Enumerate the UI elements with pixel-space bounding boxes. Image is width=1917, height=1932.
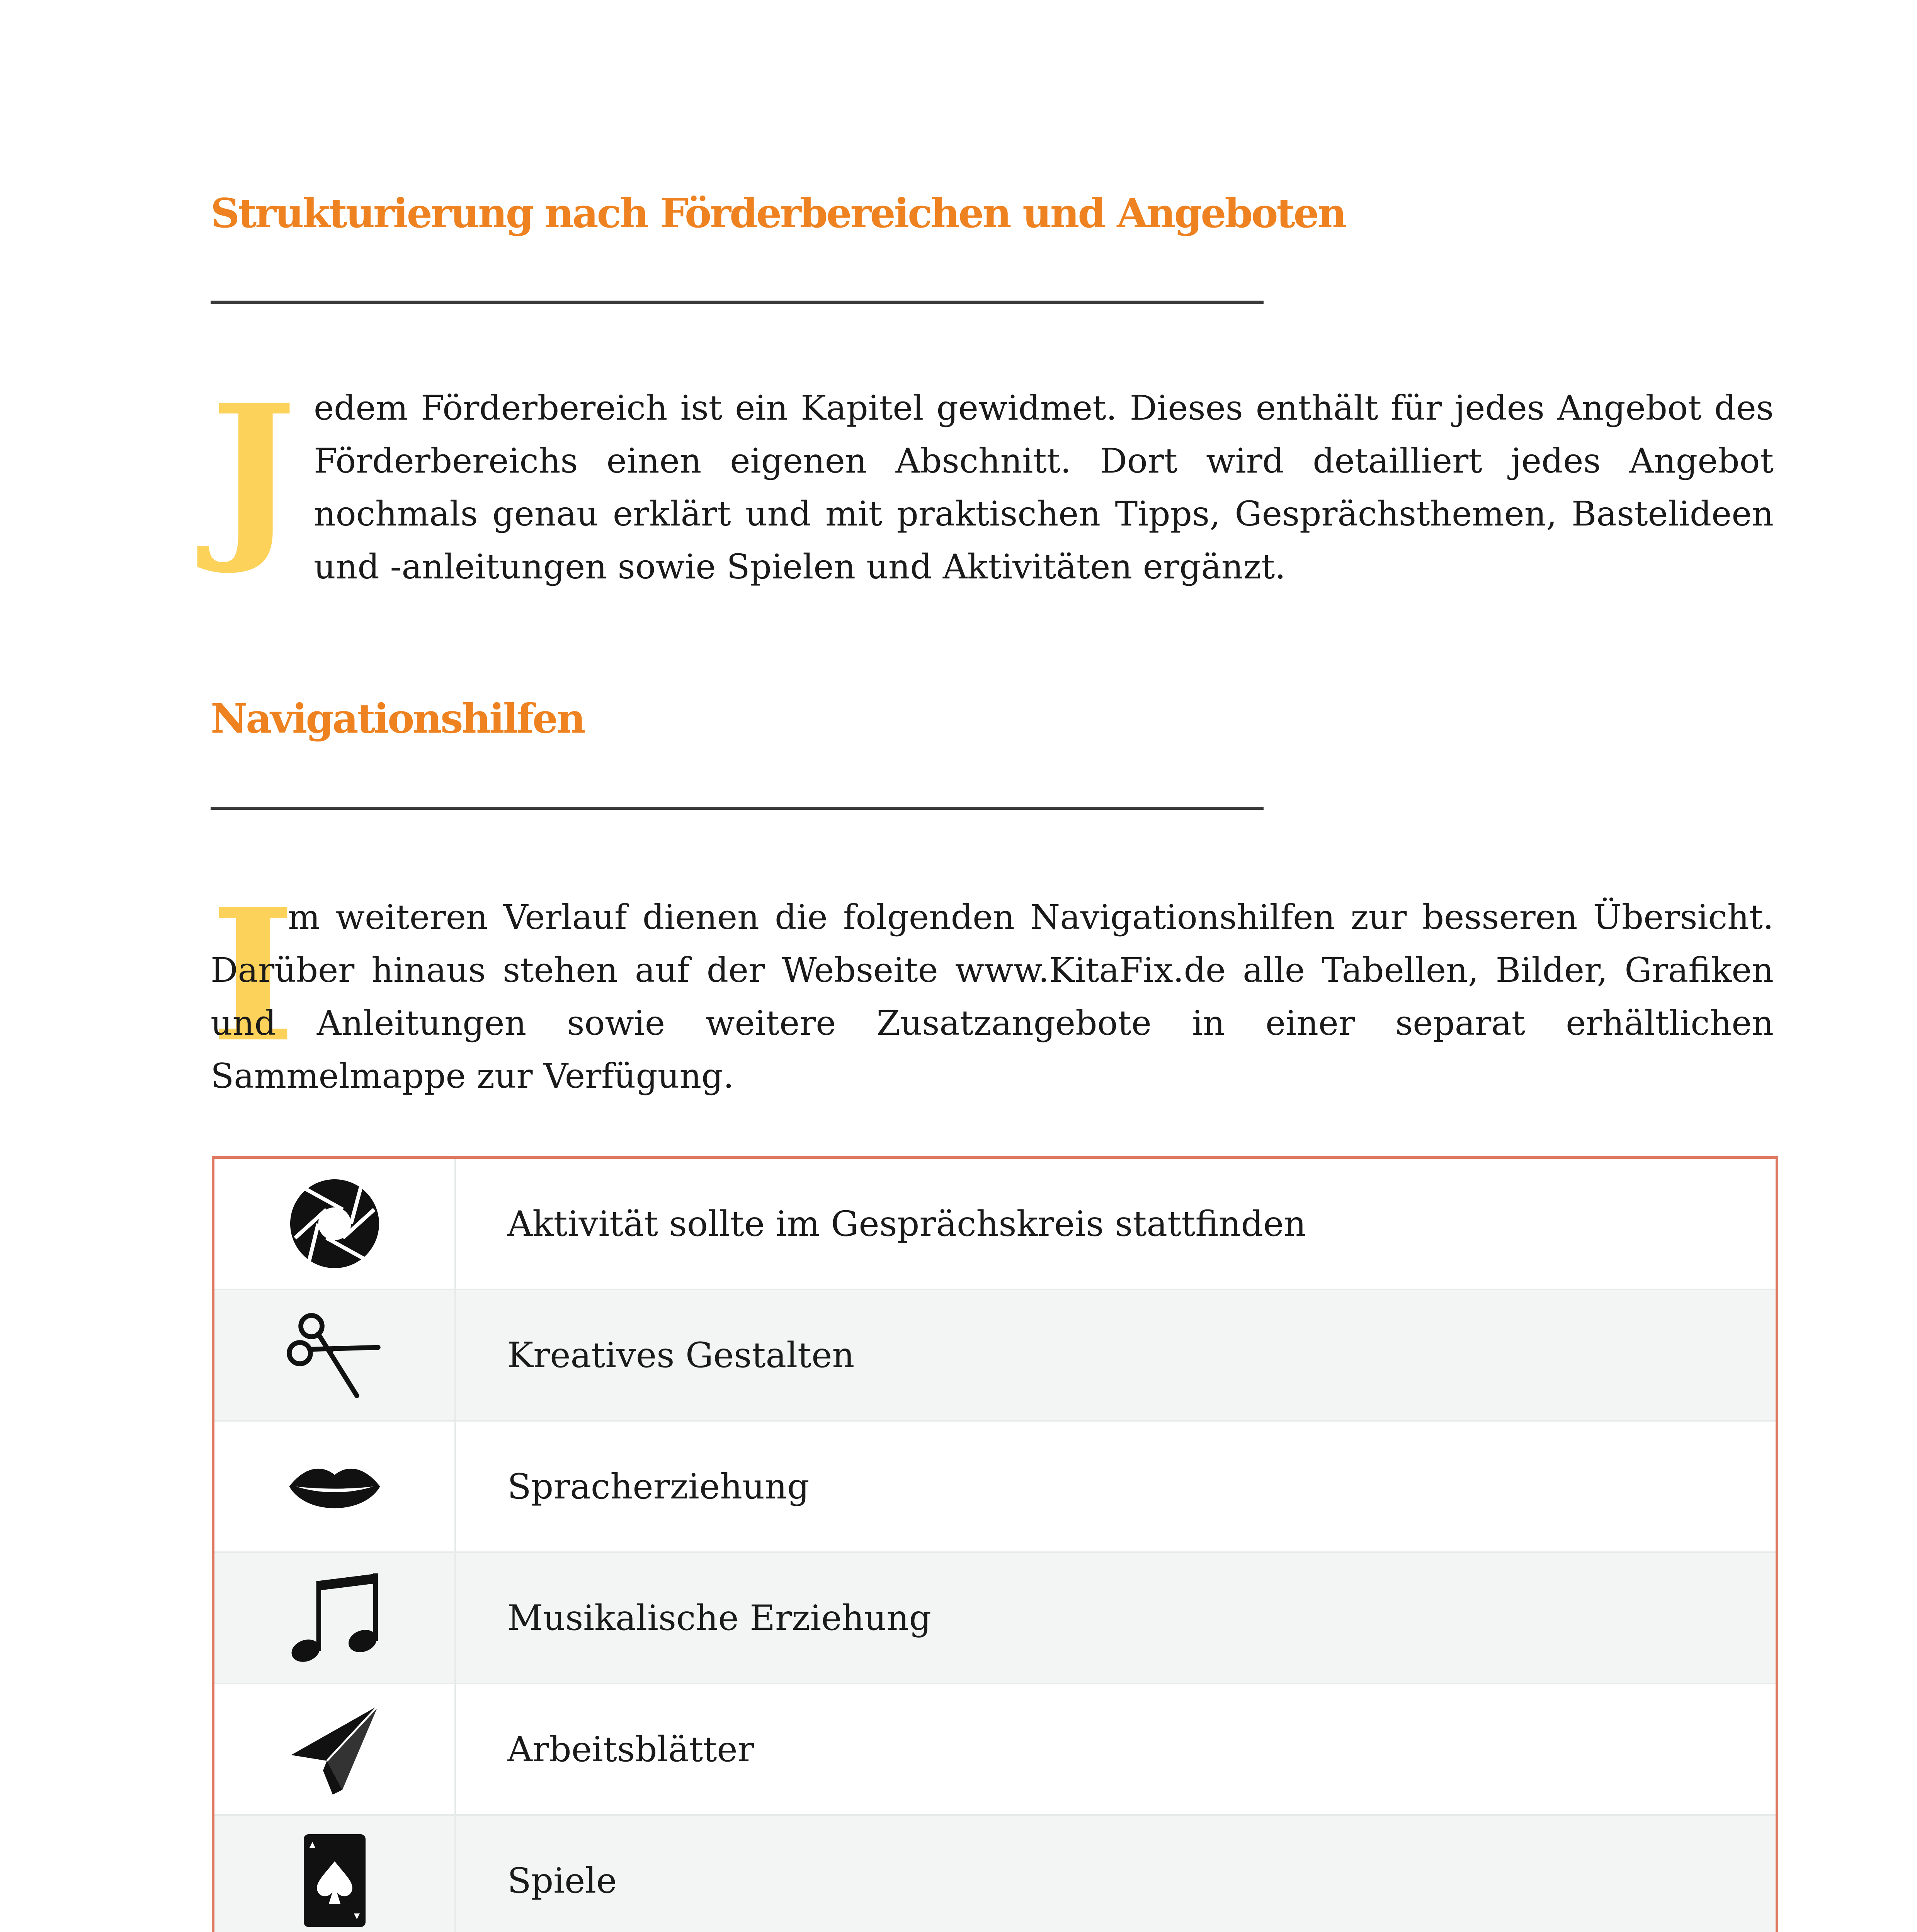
legend-row: [214, 1290, 1776, 1422]
legend-icon-cell: [214, 1553, 456, 1683]
legend-icon-cell: [214, 1684, 456, 1814]
legend-row: [214, 1422, 1776, 1553]
legend-label: Aktivität sollte im Gesprächskreis stattfinden: [507, 1203, 1306, 1244]
paragraph-navigation: m weiteren Verlauf dienen die folgenden Navigationshilfen zur besseren Übersicht. Darüber hinaus stehen auf der Webseite www.KitaFix.de alle Tabellen, Bilder, Grafiken und Anleitungen sowie weitere Zusatzangebote in einer separat erhältlichen Sammelmappe zur Verfügung.: [211, 897, 1774, 1096]
camera-shutter-icon: [286, 1175, 383, 1272]
navigation-legend-table: [212, 1156, 1778, 1932]
legend-label: Musikalische Erziehung: [507, 1597, 931, 1638]
legend-row: [214, 1553, 1776, 1684]
section-divider: [211, 807, 1264, 810]
dropcap-letter: J: [211, 365, 297, 578]
legend-label: Spracherziehung: [507, 1466, 810, 1507]
section-title-navigation: Navigationshilfen: [211, 695, 584, 742]
paragraph-structure: edem Förderbereich ist ein Kapitel gewidmet. Dieses enthält für jedes Angebot des Förderbereichs einen eigenen Abschnitt. Dort wird detailliert jedes Angebot nochmals genau erklärt und mit praktischen Tipps, Gesprächsthemen, Bastelideen und -anleitungen sowie Spielen und Aktivitäten ergänzt.: [314, 388, 1774, 587]
section-title-structure: Strukturierung nach Förderbereichen und Angeboten: [211, 189, 1345, 237]
legend-icon-cell: [214, 1290, 456, 1420]
spade-card-icon: [286, 1832, 383, 1929]
legend-row: [214, 1159, 1776, 1290]
paper-plane-icon: [286, 1701, 383, 1798]
legend-label: Arbeitsblätter: [507, 1729, 754, 1770]
lips-icon: [286, 1438, 383, 1535]
legend-row: [214, 1816, 1776, 1932]
scissors-icon: [286, 1307, 383, 1403]
legend-icon-cell: [214, 1159, 456, 1289]
legend-label: Kreatives Gestalten: [507, 1335, 855, 1376]
section-divider: [211, 301, 1264, 304]
legend-row: [214, 1684, 1776, 1816]
dropcap-letter: I: [211, 869, 296, 1082]
music-note-icon: [286, 1570, 383, 1666]
legend-icon-cell: [214, 1816, 456, 1932]
legend-label: Spiele: [507, 1860, 617, 1901]
legend-icon-cell: [214, 1422, 456, 1551]
